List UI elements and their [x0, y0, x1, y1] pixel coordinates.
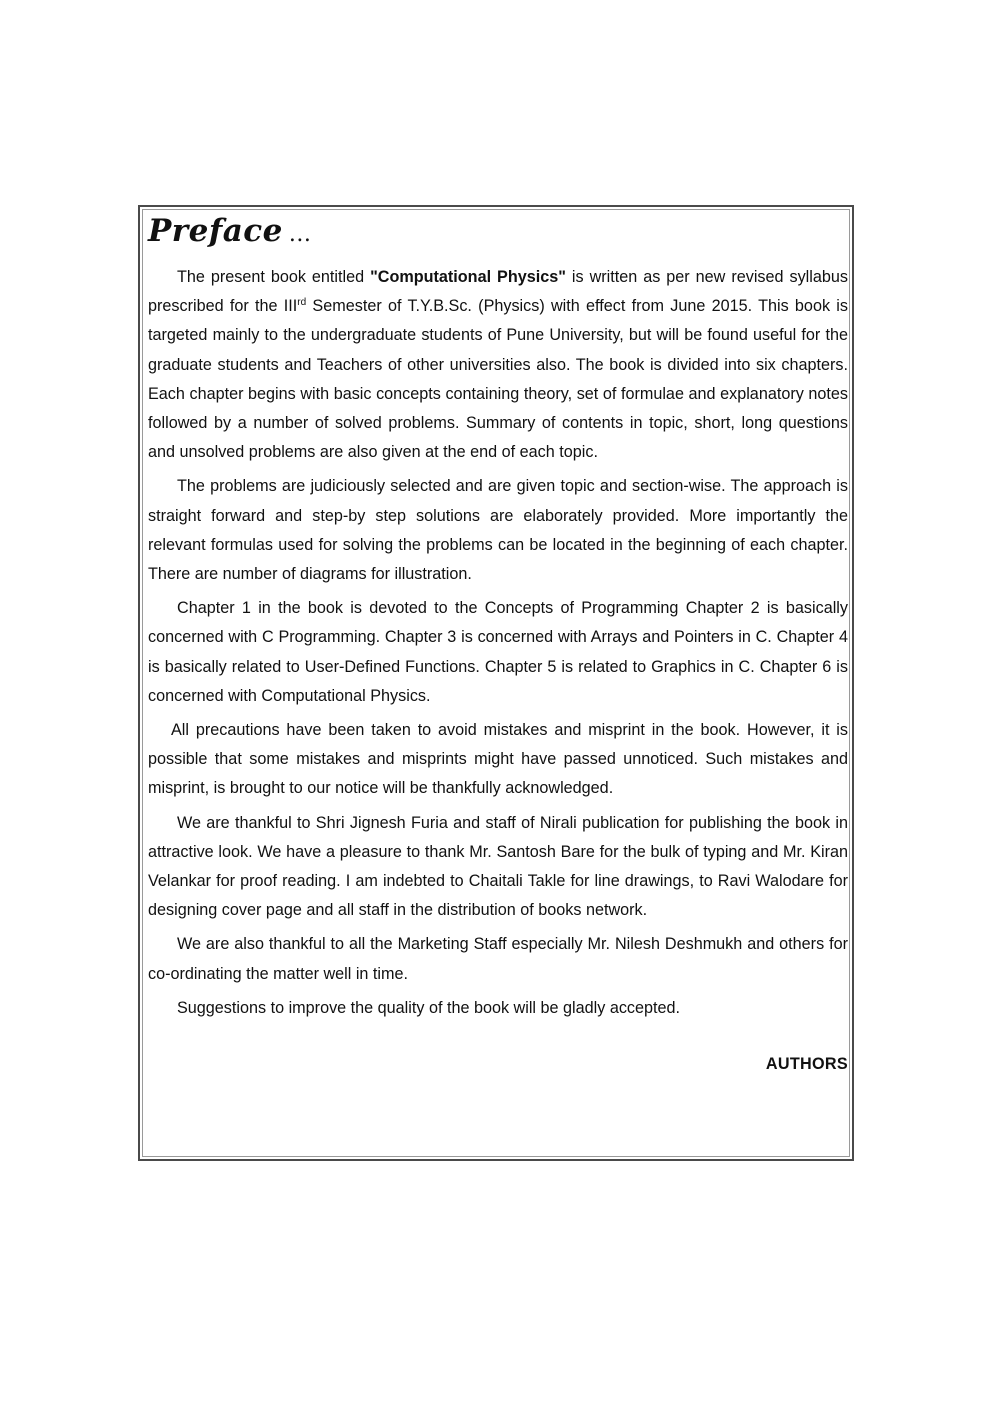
- page-title-dots: ...: [288, 222, 312, 247]
- book-title: "Computational Physics": [370, 268, 566, 286]
- paragraph-precautions: All precautions have been taken to avoid mistakes and misprint in the book. However, it is possible that some mistakes and misprints might have passed unnoticed. Such mistakes and misprint, is brought to our notice will be thankfully acknowledged.: [148, 721, 848, 798]
- paragraph-chapters: Chapter 1 in the book is devoted to the Concepts of Programming Chapter 2 is basically concerned with C Programming. Chapter 3 is concerned with Arrays and Pointers in C. Chapter 4 is basically related to User-Defined Functions. Chapter 5 is related to Graphics in C. Chapter 6 is concerned with Computational Physics.: [148, 599, 848, 705]
- paragraph-problems: The problems are judiciously selected and are given topic and section-wise. The approach is straight forward and step-by step solutions are elaborately provided. More importantly the relevant formulas used for solving the problems can be located in the beginning of each chapter. There are number of diagrams for illustration.: [148, 477, 848, 584]
- paragraph-marketing-thanks: We are also thankful to all the Marketing Staff especially Mr. Nilesh Deshmukh and others for co-ordinating the matter well in time.: [148, 935, 848, 983]
- paragraph-suggestions: Suggestions to improve the quality of the book will be gladly accepted.: [177, 998, 681, 1017]
- ordinal-suffix: rd: [297, 297, 307, 309]
- page-title: [148, 211, 848, 255]
- paragraph-intro-start: The present book entitled: [177, 268, 371, 286]
- paragraph-intro-middle: is written as per new revised syllabus prescribed for the III: [148, 268, 848, 316]
- preface-frame: [138, 205, 854, 1161]
- preface-content: [148, 211, 848, 1028]
- authors-signature: AUTHORS: [765, 1055, 848, 1073]
- paragraph-acknowledgements: We are thankful to Shri Jignesh Furia and staff of Nirali publication for publishing the book in attractive look. We have a pleasure to thank Mr. Santosh Bare for the bulk of typing and Mr. Kiran Velankar for proof reading. I am indebted to Chaitali Takle for line drawings, to Ravi Walodare for designing cover page and all staff in the distribution of books network.: [148, 813, 848, 920]
- paragraph-intro-end: Semester of T.Y.B.Sc. (Physics) with effect from June 2015. This book is targeted mainly to the undergraduate students of Pune University, but will be found useful for the graduate students and Teachers of other universities also. The book is divided into six chapters. Each chapter begins with basic concepts containing theory, set of formulae and explanatory notes followed by a number of solved problems. Summary of contents in topic, short, long questions and unsolved problems are also given at the end of each topic.: [148, 297, 848, 462]
- page-title-text: Preface: [148, 213, 283, 249]
- paragraph-intro: [148, 263, 848, 467]
